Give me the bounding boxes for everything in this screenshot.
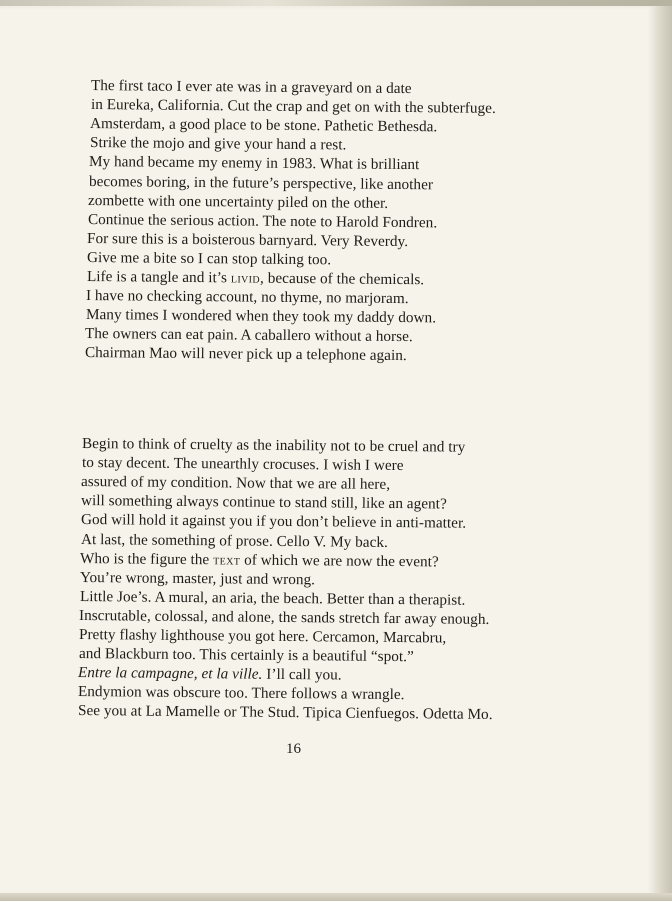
small-caps-word: livid (230, 270, 260, 287)
line-text: zombette with one uncertainty piled on the other. (88, 191, 389, 212)
scan-bottom-edge (0, 893, 672, 901)
line-text: and Blackburn too. This certainly is a beautiful “spot.” (78, 645, 414, 666)
italic-phrase: Entre la campagne, et la ville. (78, 664, 263, 683)
line-text: of which we are now the event? (240, 551, 440, 571)
page-edge (654, 6, 672, 901)
line-text: Chairman Mao will never pick up a telephone again. (84, 344, 407, 365)
line-text: The first taco I ever ate was in a graveyard on a date (90, 77, 412, 98)
small-caps-word: text (213, 551, 241, 569)
poem-line (85, 343, 407, 365)
poem-line (89, 152, 420, 174)
line-text: Many times I wondered when they took my daddy down. (85, 306, 436, 327)
line-text: , because of the chemicals. (259, 269, 424, 289)
line-text: See you at La Mamelle or The Stud. Tipica Cienfuegos. Odetta Mo. (77, 702, 493, 724)
line-text: Inscrutable, colossal, and alone, the sands stretch far away enough. (79, 606, 490, 628)
line-text: God will hold it against you if you don’t believe in anti-matter. (80, 511, 466, 533)
line-text: will something always continue to stand still, like an agent? (81, 492, 447, 513)
line-text: I’ll call you. (262, 665, 343, 684)
line-text: Continue the serious action. The note to Harold Fondren. (87, 210, 438, 232)
line-text: Give me a bite so I can stop talking too. (86, 248, 332, 269)
line-text: to stay decent. The unearthly crocuses. I wish I were (81, 454, 404, 475)
line-text: Strike the mojo and give your hand a rest. (89, 134, 347, 154)
line-text: becomes boring, in the future’s perspective, like another (88, 172, 433, 193)
line-text: For sure this is a boisterous barnyard. Very Reverdy. (87, 229, 409, 250)
poem-line (88, 191, 388, 213)
line-text: Begin to think of cruelty as the inability not to be cruel and try (81, 435, 466, 456)
poem-line (89, 172, 433, 194)
line-text: The owners can eat pain. A caballero without a horse. (85, 325, 414, 346)
line-text: Who is the figure the (80, 549, 214, 568)
line-text: Life is a tangle and it’s (86, 268, 231, 287)
line-text: assured of my condition. Now that we are all here, (81, 473, 391, 494)
poem-line (80, 568, 315, 589)
page-number: 16 (286, 741, 301, 757)
line-text: Pretty flashy lighthouse you got here. Cercamon, Marcabru, (78, 626, 447, 647)
line-text: Endymion was obscure too. There follows a wrangle. (78, 683, 405, 704)
line-text: Little Joe’s. A mural, an aria, the beach. Better than a therapist. (79, 587, 466, 609)
line-text: At last, the something of prose. Cello V. My back. (80, 530, 388, 551)
line-text: My hand became my enemy in 1983. What is brilliant (89, 153, 420, 174)
poem-line (87, 248, 331, 269)
poem-line (80, 530, 387, 552)
line-text: I have no checking account, no thyme, no marjoram. (85, 287, 409, 308)
line-text: Amsterdam, a good place to be stone. Pathetic Bethesda. (90, 115, 438, 136)
line-text: You’re wrong, master, just and wrong. (79, 568, 316, 588)
line-text: in Eureka, California. Cut the crap and get on with the subterfuge. (90, 96, 496, 117)
